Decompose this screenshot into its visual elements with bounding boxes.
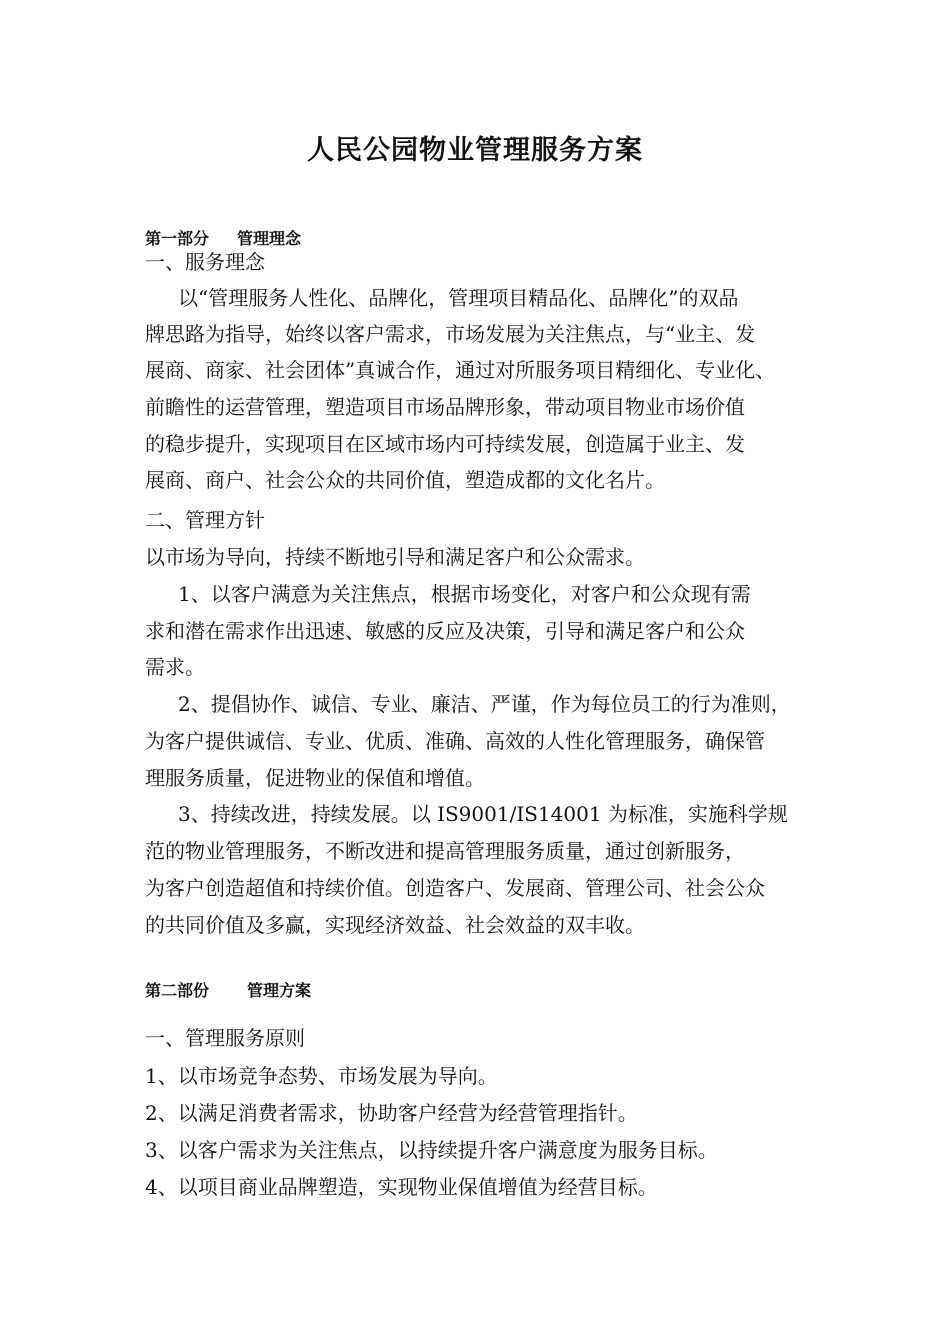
part2-heading: [145, 978, 311, 1001]
principle-item: 2、以满足消费者需求，协助客户经营为经营管理指针。: [145, 1101, 638, 1125]
part1-s1-heading: 一、服务理念: [145, 250, 265, 274]
paragraph-line: 的共同价值及多赢，实现经济效益、社会效益的双丰收。: [145, 913, 645, 937]
paragraph-line: 前瞻性的运营管理，塑造项目市场品牌形象，带动项目物业市场价值: [145, 395, 745, 419]
paragraph-line: 以“管理服务人性化、品牌化，管理项目精品化、品牌化”的双品: [178, 286, 739, 310]
part1-label: 第一部分: [145, 229, 210, 248]
paragraph-line: 展商、商户、社会公众的共同价值，塑造成都的文化名片。: [145, 468, 665, 492]
paragraph-line: 1、以客户满意为关注焦点，根据市场变化，对客户和公众现有需: [178, 582, 751, 606]
paragraph-line: 需求。: [145, 655, 205, 679]
paragraph-line: 为客户创造超值和持续价值。创造客户、发展商、管理公司、社会公众: [145, 876, 765, 900]
paragraph-line: 2、提倡协作、诚信、专业、廉洁、严谨，作为每位员工的行为准则，: [178, 692, 791, 716]
paragraph-line: 3、持续改进，持续发展。以 IS9001/IS14001 为标准，实施科学规: [178, 802, 788, 826]
part1-s2-heading: 二、管理方针: [145, 508, 265, 532]
principle-item: 4、以项目商业品牌塑造，实现物业保值增值为经营目标。: [145, 1175, 658, 1199]
paragraph-line: 展商、商家、社会团体”真诚合作，通过对所服务项目精细化、专业化、: [145, 358, 776, 382]
part2-s1-heading: 一、管理服务原则: [145, 1026, 305, 1050]
paragraph-line: 范的物业管理服务，不断改进和提高管理服务质量，通过创新服务，: [145, 839, 745, 863]
paragraph-line: 牌思路为指导，始终以客户需求，市场发展为关注焦点，与“业主、发: [145, 322, 756, 346]
principle-item: 1、以市场竞争态势、市场发展为导向。: [145, 1064, 498, 1088]
part2-label: 第二部份: [145, 981, 210, 1000]
paragraph-line: 的稳步提升，实现项目在区域市场内可持续发展，创造属于业主、发: [145, 432, 745, 456]
paragraph-line: 求和潜在需求作出迅速、敏感的反应及决策，引导和满足客户和公众: [145, 619, 745, 643]
part2-name: 管理方案: [247, 981, 312, 1000]
paragraph-line: 以市场为导向，持续不断地引导和满足客户和公众需求。: [145, 545, 645, 569]
part1-name: 管理理念: [237, 229, 302, 248]
principle-item: 3、以客户需求为关注焦点，以持续提升客户满意度为服务目标。: [145, 1138, 718, 1162]
paragraph-line: 为客户提供诚信、专业、优质、准确、高效的人性化管理服务，确保管: [145, 729, 765, 753]
part1-heading: [145, 226, 301, 249]
document-title: 人民公园物业管理服务方案: [307, 135, 643, 166]
paragraph-line: 理服务质量，促进物业的保值和增值。: [145, 766, 485, 790]
